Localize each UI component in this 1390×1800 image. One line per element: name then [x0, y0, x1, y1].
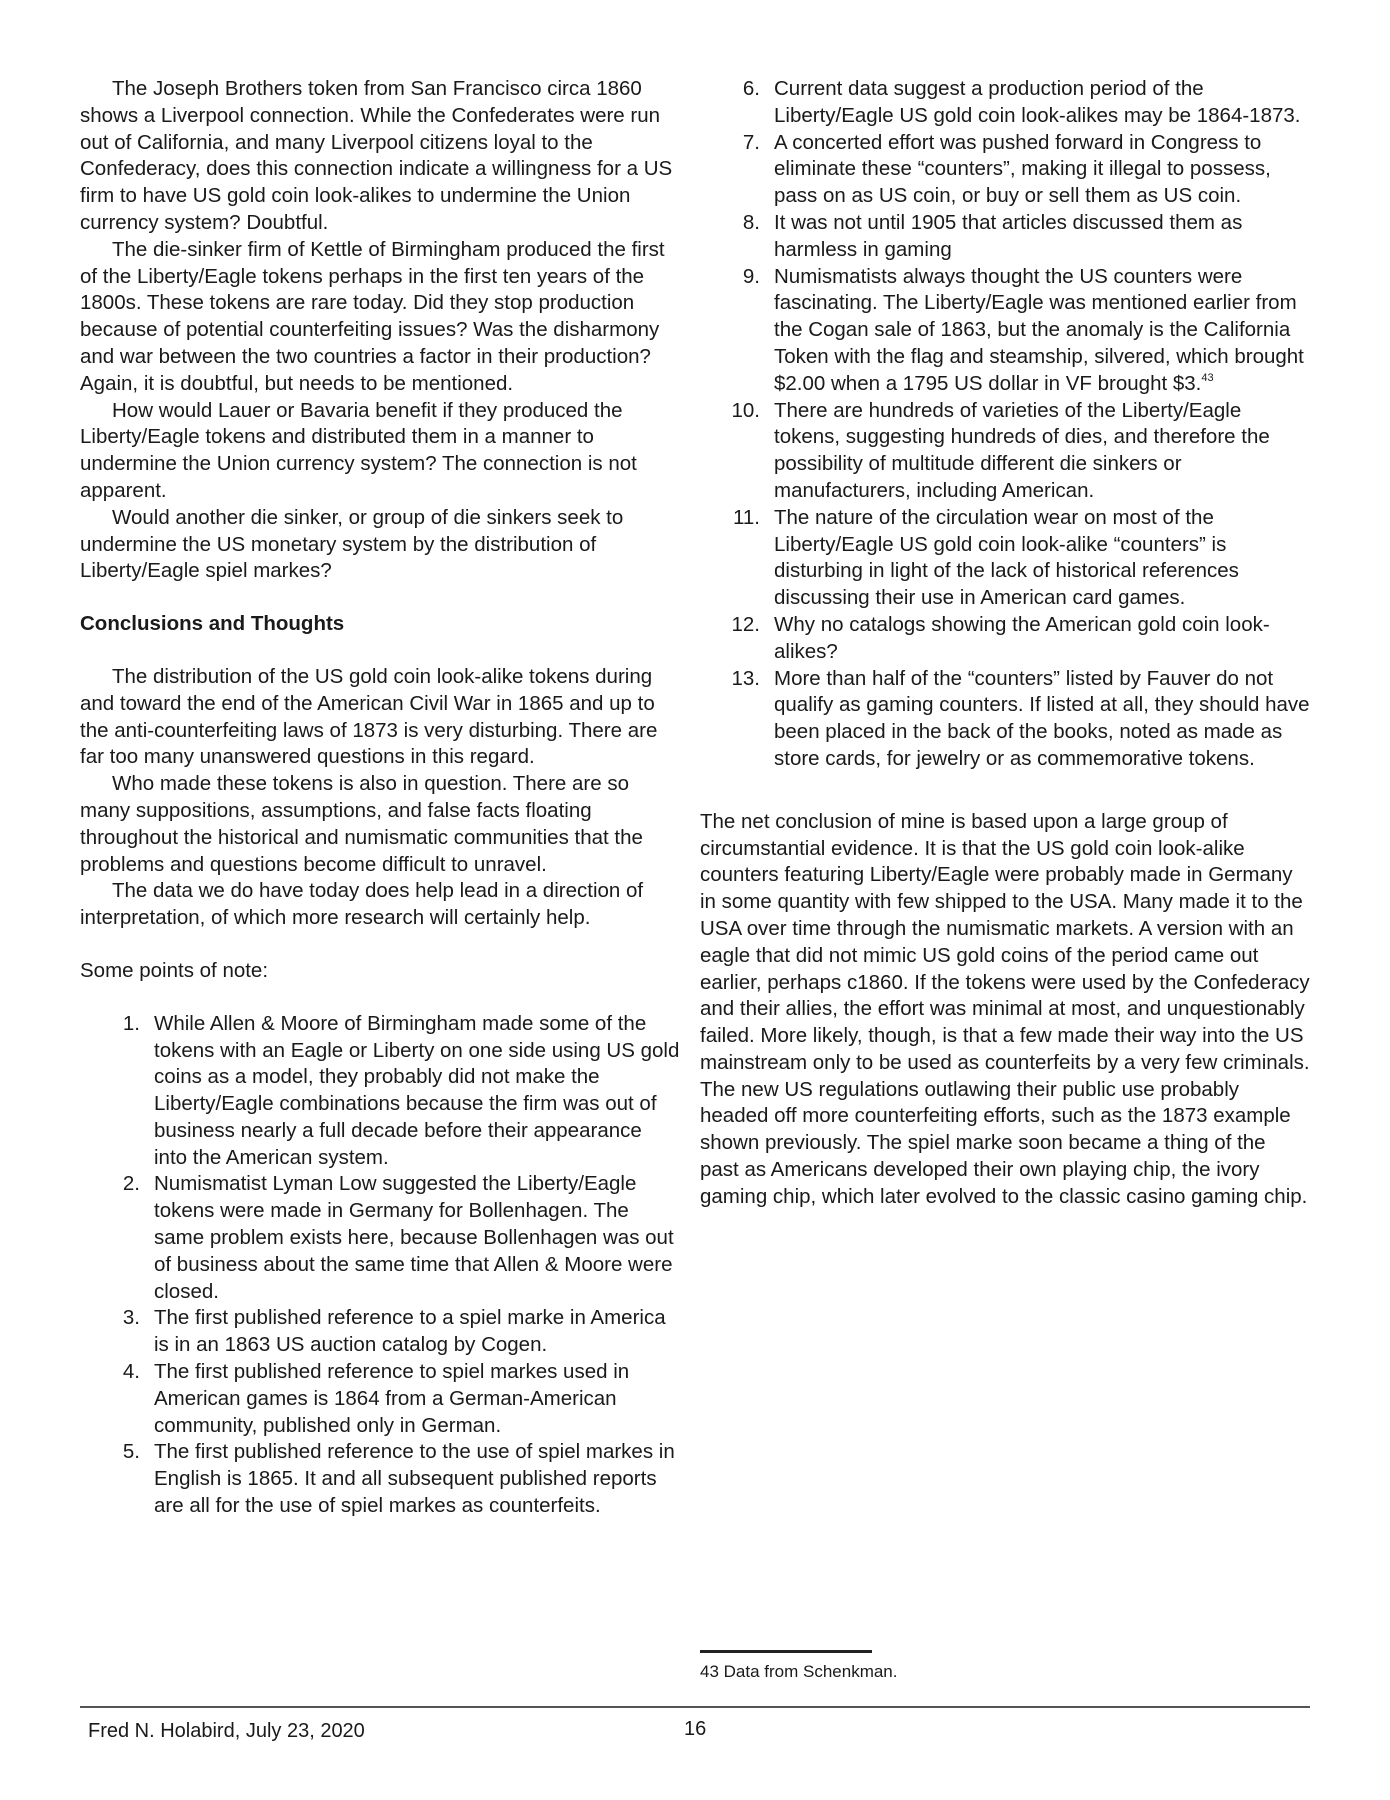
paragraph: How would Lauer or Bavaria benefit if they produced the Liberty/Eagle tokens and distributed them in a manner to undermine the Union currency system? The connection is not apparent.: [80, 398, 637, 502]
paragraph: The Joseph Brothers token from San Francisco circa 1860 shows a Liverpool connection. While the Confederates were run out of California, and many Liverpool citizens loyal to the Confederacy, does this connection indicate a willingness for a US firm to have US gold coin look-alikes to undermine the Union currency system? Doubtful.: [80, 77, 673, 234]
list-item: [700, 264, 1310, 398]
list-number: 6.: [742, 77, 760, 100]
list-item: [80, 1439, 680, 1519]
points-list: [80, 1011, 680, 1520]
conclusion-paragraph: The net conclusion of mine is based upon a large group of circumstantial evidence. It is that the US gold coin look-alike counters featuring Liberty/Eagle were probably made in Germany in some quantity with few shipped to the USA. Many made it to the USA over time through the numismatic markets. A version with an eagle that did not mimic US gold coins of the period came out earlier, perhaps c1860. If the tokens were used by the Confederacy and their allies, the effort was minimal at most, and unquestionably failed. More likely, though, is that a few made their way into the US mainstream only to be used as counterfeits by a very few criminals. The new US regulations outlawing their public use probably headed off more counterfeiting efforts, such as the 1873 example shown previously. The spiel marke soon became a thing of the past as Americans developed their own playing chip, the ivory gaming chip, which later evolved to the classic casino gaming chip.: [700, 809, 1310, 1208]
points-list-continued: [700, 76, 1310, 773]
list-number: 1.: [122, 1011, 140, 1035]
list-text: The nature of the circulation wear on most of the Liberty/Eagle US gold coin look-alike “counters” is disturbing in light of the lack of historical references discussing their use in American card games.: [774, 505, 1239, 610]
footnote-reference[interactable]: 43: [1201, 371, 1214, 384]
list-item: [700, 612, 1310, 666]
list-item: [700, 130, 1310, 210]
list-text: The first published reference to spiel markes used in American games is 1864 from a German-American community, published only in German.: [154, 1360, 630, 1437]
footer-author-date: Fred N. Holabird, July 23, 2020: [88, 1720, 365, 1742]
list-number: 9.: [742, 264, 760, 288]
paragraph: Who made these tokens is also in question. There are so many suppositions, assumptions, and false facts floating throughout the historical and numismatic communities that the problems and questions become difficult to unravel.: [80, 772, 643, 876]
paragraph: The data we do have today does help lead in a direction of interpretation, of which more research will certainly help.: [80, 879, 644, 930]
list-item: [80, 1171, 680, 1305]
left-column: [80, 76, 680, 1520]
paragraph: Would another die sinker, or group of die sinkers seek to undermine the US monetary system by the distribution of Liberty/Eagle spiel markes?: [80, 505, 624, 583]
footnote-separator: [700, 1650, 872, 1653]
list-text: It was not until 1905 that articles discussed them as harmless in gaming: [774, 210, 1243, 261]
list-item: [700, 666, 1310, 773]
list-text: Why no catalogs showing the American gold coin look-alikes?: [774, 612, 1270, 663]
paragraph: The distribution of the US gold coin look-alike tokens during and toward the end of the American Civil War in 1865 and up to the anti-counterfeiting laws of 1873 is very disturbing. There are far too many unanswered questions in this regard.: [80, 664, 658, 769]
list-item: [80, 1011, 680, 1172]
list-item: [80, 1305, 680, 1359]
list-text: While Allen & Moore of Birmingham made some of the tokens with an Eagle or Liberty on one side using US gold coins as a model, they probably did not make the Liberty/Eagle combinations because the firm was out of business nearly a full decade before their appearance into the American system.: [154, 1011, 680, 1169]
footnote: 43 Data from Schenkman.: [700, 1662, 898, 1681]
list-text: Current data suggest a production period of the Liberty/Eagle US gold coin look-alikes may be 1864-1873.: [774, 77, 1301, 127]
list-number: 7.: [742, 130, 760, 154]
page-number: 16: [684, 1718, 707, 1740]
list-text: Numismatist Lyman Low suggested the Liberty/Eagle tokens were made in Germany for Bollenhagen. The same problem exists here, because Bollenhagen was out of business about the same time that Allen & Moore were closed.: [154, 1172, 674, 1303]
list-text: Numismatists always thought the US counters were fascinating. The Liberty/Eagle was mentioned earlier from the Cogan sale of 1863, but the anomaly is the California Token with the flag and steamship, silvered, which brought $2.00 when a 1795 US dollar in VF brought $3.: [774, 264, 1304, 395]
footer-divider: [80, 1706, 1310, 1708]
list-number: 8.: [742, 210, 760, 234]
list-number: 5.: [122, 1440, 140, 1464]
list-number: 11.: [733, 505, 760, 529]
list-number: 2.: [122, 1172, 140, 1196]
right-column: [700, 76, 1310, 1211]
list-text: A concerted effort was pushed forward in Congress to eliminate these “counters”, making it illegal to possess, pass on as US coin, or buy or sell them as US coin.: [774, 130, 1271, 208]
list-item: [700, 505, 1310, 612]
paragraph: The die-sinker firm of Kettle of Birmingham produced the first of the Liberty/Eagle tokens perhaps in the first ten years of the 1800s. These tokens are rare today. Did they stop production because of potential counterfeiting issues? Was the disharmony and war between the two countries a factor in their production? Again, it is doubtful, but needs to be mentioned.: [80, 237, 665, 395]
list-text: The first published reference to a spiel marke in America is in an 1863 US auction catalog by Cogen.: [154, 1306, 666, 1357]
list-number: 4.: [122, 1360, 140, 1384]
list-item: [700, 398, 1310, 505]
list-item: [80, 1359, 680, 1439]
section-heading: Conclusions and Thoughts: [80, 612, 345, 636]
list-text: The first published reference to the use of spiel markes in English is 1865. It and all subsequent published reports are all for the use of spiel markes as counterfeits.: [154, 1440, 675, 1518]
points-intro: Some points of note:: [80, 958, 269, 982]
list-item: [700, 76, 1310, 130]
list-number: 12.: [731, 612, 760, 636]
list-item: [700, 210, 1310, 264]
list-number: 13.: [731, 666, 760, 690]
list-text: There are hundreds of varieties of the Liberty/Eagle tokens, suggesting hundreds of dies, and therefore the possibility of multitude different die sinkers or manufacturers, including American.: [774, 398, 1270, 502]
list-number: 3.: [122, 1306, 140, 1330]
list-number: 10.: [731, 398, 760, 422]
list-text: More than half of the “counters” listed by Fauver do not qualify as gaming counters. If listed at all, they should have been placed in the back of the books, noted as made as store cards, for jewelry or as commemorative tokens.: [774, 666, 1310, 770]
